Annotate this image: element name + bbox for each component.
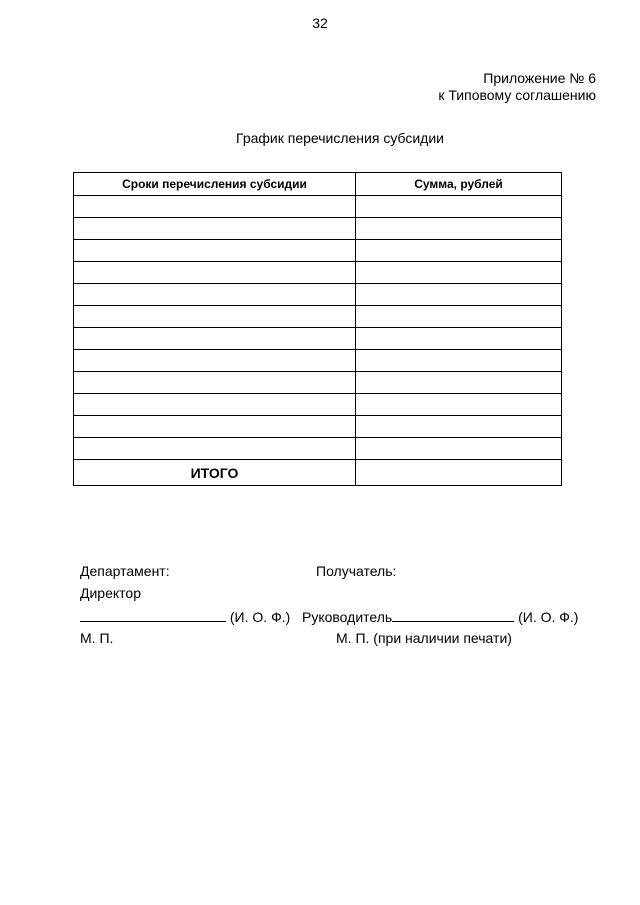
director-label: Директор: [80, 585, 141, 601]
amount-cell: [356, 284, 562, 306]
date-cell: [74, 218, 356, 240]
amount-cell: [356, 394, 562, 416]
date-cell: [74, 394, 356, 416]
table-row: [74, 394, 562, 416]
department-label: Департамент:: [80, 563, 170, 579]
signature-blank: [80, 607, 226, 622]
stamp-left: М. П.: [80, 630, 114, 646]
appendix-line-1: Приложение № 6: [483, 70, 596, 86]
amount-cell: [356, 438, 562, 460]
head-signature-line: [302, 607, 578, 625]
date-cell: [74, 240, 356, 262]
amount-cell: [356, 328, 562, 350]
date-cell: [74, 350, 356, 372]
subsidy-schedule-table: [73, 172, 562, 486]
date-cell: [74, 284, 356, 306]
table-row: [74, 372, 562, 394]
total-row: [74, 460, 562, 486]
column-header-dates: Сроки перечисления субсидии: [74, 173, 356, 196]
table-row: [74, 284, 562, 306]
total-amount-cell: [356, 460, 562, 486]
table-row: [74, 328, 562, 350]
amount-cell: [356, 350, 562, 372]
director-signature-line: [80, 607, 290, 625]
amount-cell: [356, 240, 562, 262]
total-label: ИТОГО: [74, 460, 356, 486]
table-row: [74, 416, 562, 438]
head-label: Руководитель: [302, 609, 393, 625]
page-number: 32: [312, 15, 328, 31]
table-row: [74, 240, 562, 262]
table-row: [74, 306, 562, 328]
table-row: [74, 262, 562, 284]
stamp-right: М. П. (при наличии печати): [336, 630, 512, 646]
date-cell: [74, 328, 356, 350]
document-title: График перечисления субсидии: [236, 130, 444, 146]
table-row: [74, 350, 562, 372]
date-cell: [74, 372, 356, 394]
table-row: [74, 196, 562, 218]
appendix-heading: [438, 70, 596, 104]
date-cell: [74, 262, 356, 284]
amount-cell: [356, 416, 562, 438]
signature-blank: [392, 607, 514, 622]
amount-cell: [356, 196, 562, 218]
table-header-row: [74, 173, 562, 196]
amount-cell: [356, 218, 562, 240]
date-cell: [74, 416, 356, 438]
amount-cell: [356, 372, 562, 394]
table-row: [74, 218, 562, 240]
date-cell: [74, 306, 356, 328]
amount-cell: [356, 306, 562, 328]
date-cell: [74, 438, 356, 460]
date-cell: [74, 196, 356, 218]
director-fio-label: (И. О. Ф.): [229, 609, 291, 625]
column-header-amount: Сумма, рублей: [356, 173, 562, 196]
head-fio-label: (И. О. Ф.): [518, 609, 579, 625]
table-row: [74, 438, 562, 460]
recipient-label: Получатель:: [316, 563, 397, 579]
amount-cell: [356, 262, 562, 284]
appendix-line-2: к Типовому соглашению: [438, 87, 596, 103]
